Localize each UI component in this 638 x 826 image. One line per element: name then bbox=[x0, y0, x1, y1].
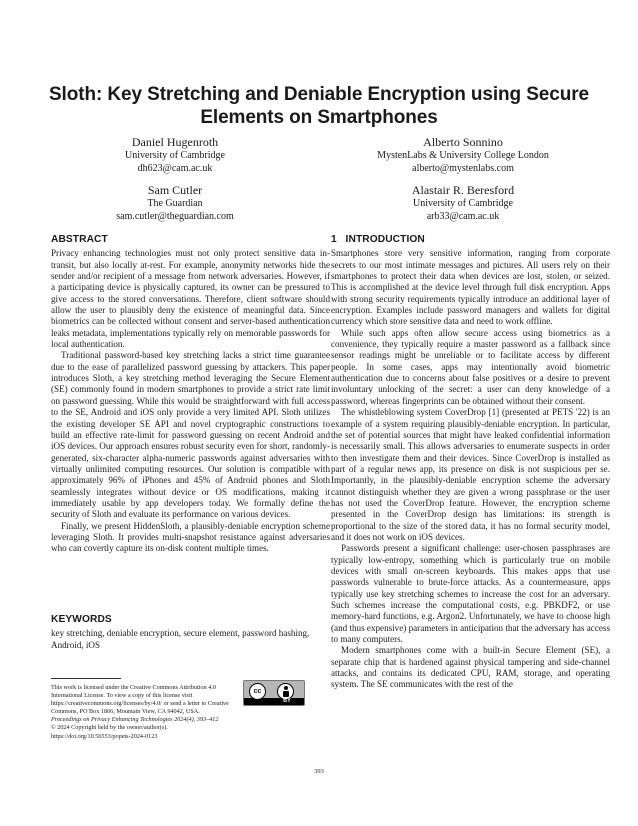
abstract-paragraph: Privacy enhancing technologies must not only protect sensitive data in-transit, but also locally at-rest. For example, anonymity networks hide the sender and/or recipient of a message from network adversaries. However, if a participating device is physically captured, its owner can be pressured to give access to the stored conversations. Therefore, client software should allow the user to plausibly deny the existence of meaningful data. Since biometrics can be collected without consent and server-based authentication leaks metadata, implementations typically rely on memorable passwords for local authentication. bbox=[51, 248, 330, 350]
cc-by-license-icon[interactable] bbox=[243, 680, 305, 706]
abstract-paragraph: Traditional password-based key stretching lacks a strict time guarantee due to the ease of parallelized password guessing by attackers. This paper introduces Sloth, a key stretching method leveraging the Secure Element (SE) commonly found in modern smartphones to provide a strict rate limit on password guessing. While this would be straightforward with full access to the SE, Android and iOS only provide a very limited API. Sloth utilizes the existing developer SE API and novel cryptographic constructions to build an effective rate-limit for password guessing on recent Android and iOS devices. Our approach ensures robust security even for short, randomly-generated, six-character alpha-numeric passwords against adversaries with virtually unlimited computing resources. Our solution is compatible with approximately 96% of iPhones and 45% of Android phones and Sloth seamlessly integrates without device or OS modifications, making it immediately usable by app developers today. We formally define the security of Sloth and evaluate its performance on various devices. bbox=[51, 350, 330, 520]
keywords-heading: KEYWORDS bbox=[51, 614, 112, 625]
copyright-line: © 2024 Copyright held by the owner/author(s). bbox=[51, 724, 168, 732]
author-name: Daniel Hugenroth bbox=[131, 135, 219, 149]
author-block-3 bbox=[30, 183, 320, 223]
license-text: This work is licensed under the Creative Commons Attribution 4.0 International License. To view a copy of this license visit https://creativecommons.org/licenses/by/4.0/ or send a letter to Creative Commons, PO Box 1866, Mountain View, CA 94042, USA. bbox=[51, 684, 229, 716]
author-email: arb33@cam.ac.uk bbox=[426, 210, 500, 222]
author-block-1 bbox=[30, 135, 320, 175]
author-email: dh623@cam.ac.uk bbox=[137, 162, 213, 174]
footnote-divider bbox=[51, 678, 121, 679]
page-number: 393 bbox=[314, 768, 324, 775]
introduction-heading: 1 INTRODUCTION bbox=[331, 234, 425, 245]
author-name: Alberto Sonnino bbox=[423, 135, 503, 149]
author-affiliation: University of Cambridge bbox=[413, 198, 513, 209]
intro-paragraph: Modern smartphones come with a built-in Secure Element (SE), a separate chip that is hardened against physical tampering and side-channel attacks, and contains its dedicated CPU, RAM, storage, and operating system. The SE communicates with the rest of the bbox=[331, 645, 610, 690]
paper-title: Sloth: Key Stretching and Deniable Encryption using Secure Elements on Smartphones bbox=[48, 84, 589, 128]
author-affiliation: University of Cambridge bbox=[125, 150, 225, 161]
proceedings-line: Proceedings on Privacy Enhancing Technologies 2024(4), 393–412 bbox=[51, 716, 219, 724]
introduction-section bbox=[331, 234, 610, 691]
author-email: alberto@mystenlabs.com bbox=[412, 162, 514, 174]
intro-paragraph: While such apps often allow secure access using biometrics as a convenience, they typically require a master password as a fallback since sensor readings might be unreliable or to facilitate access by different people. In some cases, apps may intentionally avoid biometric authentication due to concerns about false positives or a desire to prevent involuntary unlocking of the secret: a user can deny knowledge of a password, whereas fingerprints can be obtained without their consent. bbox=[331, 327, 610, 406]
keywords-section bbox=[51, 614, 330, 651]
author-affiliation: The Guardian bbox=[147, 198, 203, 209]
author-email: sam.cutler@theguardian.com bbox=[116, 210, 234, 222]
author-block-4 bbox=[318, 183, 608, 223]
keywords-text: key stretching, deniable encryption, secure element, password hashing, Android, iOS bbox=[51, 628, 310, 650]
intro-paragraph: Smartphones store very sensitive information, ranging from corporate secrets to our most intimate messages and pictures. All users rely on their smartphones to protect their data when devices are lost, stolen, or seized. This is accomplished at the device level through full disk encryption. Apps with strong security requirements typically introduce an additional layer of encryption. Examples include password managers and wallets for digital currency which store sensitive data and need to work offline. bbox=[331, 248, 610, 327]
license-notice bbox=[51, 684, 241, 741]
abstract-heading: ABSTRACT bbox=[51, 234, 108, 245]
abstract-section bbox=[51, 234, 330, 555]
author-name: Alastair R. Beresford bbox=[411, 183, 515, 197]
doi-link[interactable]: https://doi.org/10.56553/popets-2024-0123 bbox=[51, 732, 158, 740]
author-block-2 bbox=[318, 135, 608, 175]
intro-paragraph: The whistleblowing system CoverDrop [1] (presented at PETS '22) is an example of a system requiring plausibly-deniable encryption. In particular, the set of potential sources that might have leaked confidential information is necessarily small. This allows adversaries to enumerate suspects in order to then investigate them and their devices. Since CoverDrop is installed as part of a regular news app, its presence on disk is not suspicious per se. Importantly, in the plausibly-deniable encryption scheme the adversary cannot distinguish whether they are given a wrong passphrase or the user has not used the CoverDrop feature. However, the encryption scheme presented in the CoverDrop design has limitations: its strength is proportional to the size of the stored data, it has no formal security model, and it does not work on iOS devices. bbox=[331, 407, 610, 542]
abstract-paragraph: Finally, we present HiddenSloth, a plausibly-deniable encryption scheme leveraging Sloth. It provides multi-snapshot resistance against adversaries who can covertly capture its on-disk content multiple times. bbox=[51, 520, 330, 554]
by-label: BY bbox=[283, 698, 291, 704]
cc-icon: cc bbox=[249, 683, 266, 700]
intro-paragraph: Passwords present a significant challenge: user-chosen passphrases are typically low-entropy, something which is particularly true on mobile devices with small on-screen keyboards. This makes apps that use passwords vulnerable to brute-force attacks. As a countermeasure, apps typically use key stretching schemes to increase the cost for an adversary. Such schemes increase the computational costs, e.g. PBKDF2, or use memory-hard functions, e.g. Argon2. Unfortunately, we have to choose high (and thus expensive) parameters in anticipation that the adversary has access to many computers. bbox=[331, 543, 610, 645]
author-affiliation: MystenLabs & University College London bbox=[377, 150, 549, 161]
author-name: Sam Cutler bbox=[147, 183, 203, 197]
